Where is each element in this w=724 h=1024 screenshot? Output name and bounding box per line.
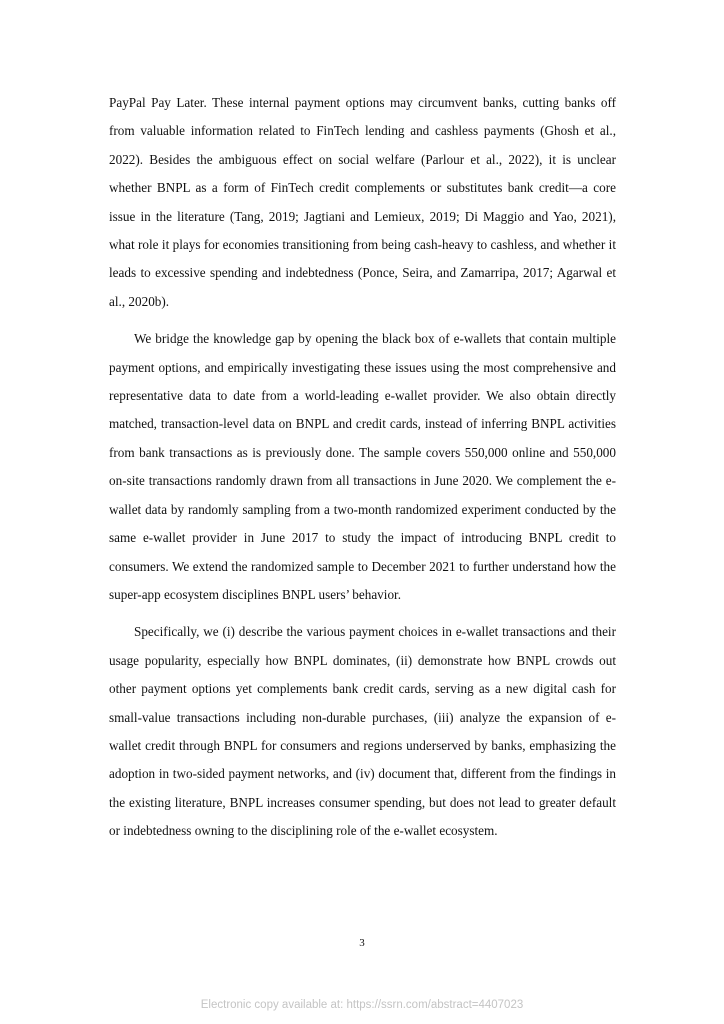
page-number: 3 <box>359 937 365 949</box>
paragraph-knowledge-gap: We bridge the knowledge gap by opening the black box of e-wallets that contain multiple payment options, and empirically investigating these issues using the most comprehensive and representative data to date from a world-leading e-wallet provider. We also obtain directly matched, transaction-level data on BNPL and credit cards, instead of inferring BNPL activities from bank transactions as is previously done. The sample covers 550,000 online and 550,000 on-site transactions randomly drawn from all transactions in June 2020. We complement the e-wallet data by randomly sampling from a two-month randomized experiment conducted by the same e-wallet provider in June 2017 to study the impact of introducing BNPL credit to consumers. We extend the randomized sample to December 2021 to further understand how the super-app ecosystem disciplines BNPL users’ behavior. <box>109 331 616 602</box>
paragraph-continuation: PayPal Pay Later. These internal payment options may circumvent banks, cutting banks off from valuable information related to FinTech lending and cashless payments (Ghosh et al., 2022). Besides the ambiguous effect on social welfare (Parlour et al., 2022), it is unclear whether BNPL as a form of FinTech credit complements or substitutes bank credit—a core issue in the literature (Tang, 2019; Jagtiani and Lemieux, 2019; Di Maggio and Yao, 2021), what role it plays for economies transitioning from being cash-heavy to cashless, and whether it leads to excessive spending and indebtedness (Ponce, Seira, and Zamarripa, 2017; Agarwal et al., 2020b). <box>109 95 616 309</box>
paragraph-specifically: Specifically, we (i) describe the various payment choices in e-wallet transactions and their usage popularity, especially how BNPL dominates, (ii) demonstrate how BNPL crowds out other payment options yet complements bank credit cards, serving as a new digital cash for small-value transactions including non-durable purchases, (iii) analyze the expansion of e-wallet credit through BNPL for consumers and regions underserved by banks, emphasizing the adoption in two-sided payment networks, and (iv) document that, different from the findings in the existing literature, BNPL increases consumer spending, but does not lead to greater default or indebtedness owning to the disciplining role of the e-wallet ecosystem. <box>109 624 616 839</box>
ssrn-footer: Electronic copy available at: https://ssrn.com/abstract=4407023 <box>200 999 524 1011</box>
body-text <box>109 89 616 846</box>
